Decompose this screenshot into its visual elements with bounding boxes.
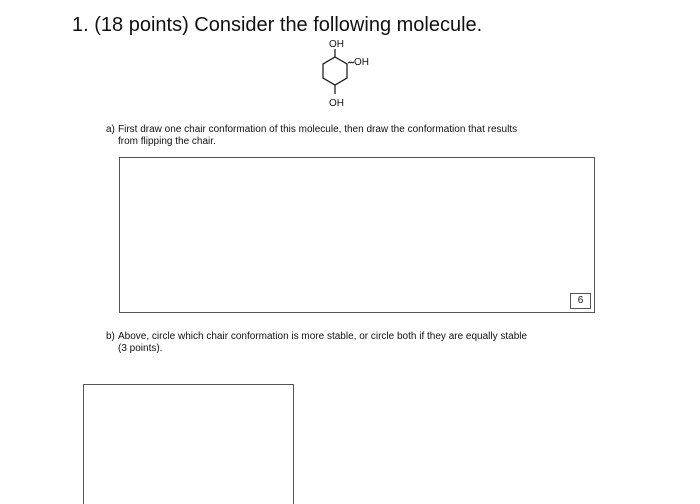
molecule-top-oh-label: OH bbox=[329, 39, 344, 50]
cyclohexanetriol-drawing bbox=[300, 36, 400, 116]
part-b-answer-box[interactable] bbox=[83, 384, 294, 504]
part-b-label: b) bbox=[106, 331, 115, 342]
part-a-text-line1: First draw one chair conformation of this molecule, then draw the conformation that results bbox=[118, 124, 518, 135]
part-a-answer-box[interactable] bbox=[119, 157, 595, 313]
molecule-bottom-oh-label: OH bbox=[329, 98, 344, 109]
part-b-first-line bbox=[106, 331, 606, 343]
molecule-right-oh-label: OH bbox=[354, 57, 369, 68]
part-a-text-line2: from flipping the chair. bbox=[118, 136, 216, 147]
part-b-prompt bbox=[106, 331, 606, 355]
molecule-structure bbox=[300, 36, 400, 116]
part-a-points-box: 6 bbox=[570, 293, 591, 309]
hash-bond-1 bbox=[348, 62, 350, 63]
question-title: 1. (18 points) Consider the following molecule. bbox=[72, 14, 483, 36]
part-b-text-line1: Above, circle which chair conformation is more stable, or circle both if they are equally stable bbox=[118, 331, 528, 342]
hash-bond-2 bbox=[350, 62, 352, 63]
part-a-prompt bbox=[106, 124, 606, 148]
part-a-label: a) bbox=[106, 124, 115, 135]
part-a-first-line bbox=[106, 124, 606, 136]
cyclohexane-ring bbox=[323, 57, 347, 85]
part-b-text-line2: (3 points). bbox=[118, 343, 163, 354]
